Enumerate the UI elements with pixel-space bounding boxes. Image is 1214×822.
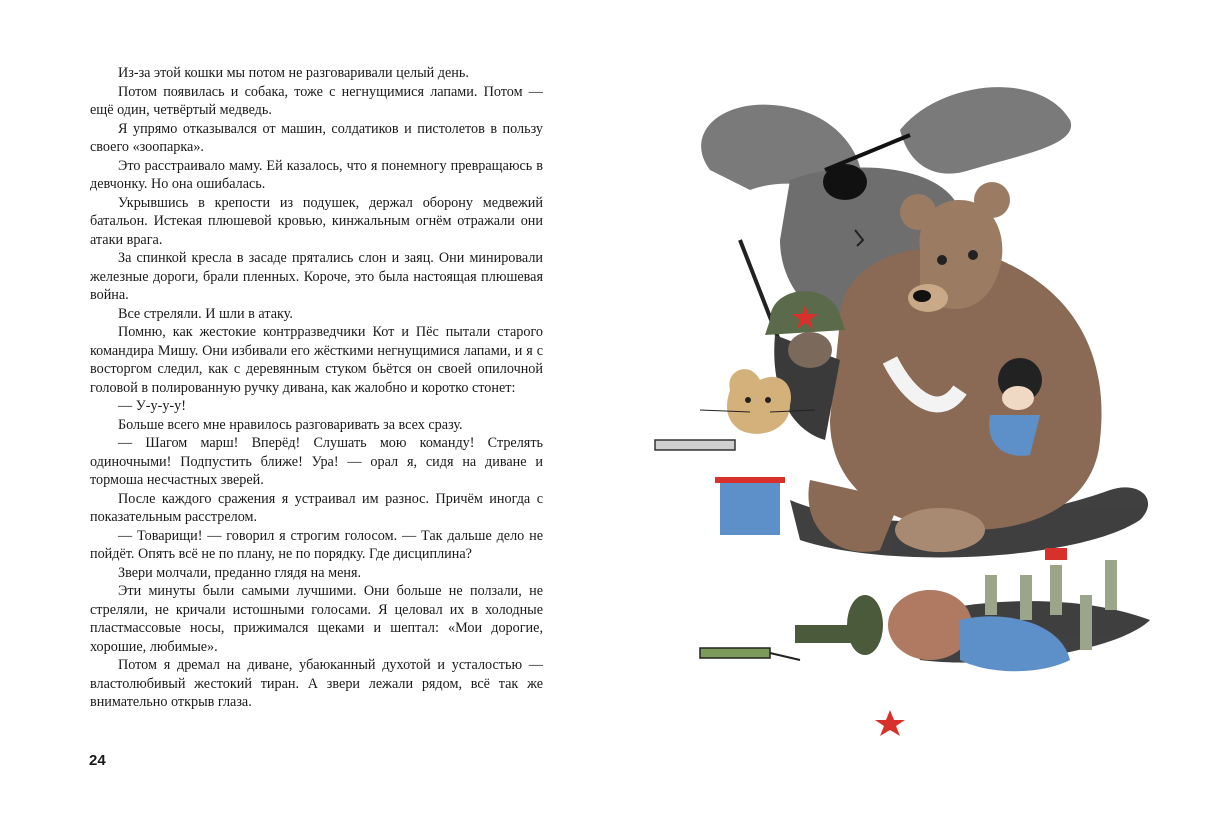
red-star-icon — [875, 710, 905, 736]
paragraph: Укрывшись в крепости из подушек, держал оборону медвежий батальон. Истекая плюшевой кровью, кинжальным огнём отражали они атаки врага. — [90, 194, 543, 248]
paragraph: Помню, как жестокие контрразведчики Кот и Пёс пытали старого командира Мишу. Они избивали его жёсткими негнущимися лапами, и я с восторгом следил, как с деревянным стуком бьётся он своей опилочной головой в полированную ручку дивана, как жалобно и коротко стонет: — [90, 324, 543, 396]
paragraph: За спинкой кресла в засаде прятались слон и заяц. Они минировали железные дороги, брали пленных. Короче, это была настоящая плюшевая война. — [90, 250, 543, 303]
toys-illustration — [640, 60, 1180, 760]
page-number: 24 — [89, 752, 106, 769]
paragraph: После каждого сражения я устраивал им разнос. Причём иногда с показательным расстрелом. — [90, 490, 543, 525]
paragraph: Это расстраивало маму. Ей казалось, что я понемногу превращаюсь в девчонку. Но она ошибалась. — [90, 157, 543, 192]
paragraph: Эти минуты были самыми лучшими. Они больше не ползали, не стреляли, не кричали истошными голосами. Я целовал их в холодные пластмассовые носы, прижимался щеками и шептал: «Мои дорогие, хорошие, любимые». — [90, 583, 543, 655]
paragraph: — Шагом марш! Вперёд! Слушать мою команду! Стрелять одиночными! Подпустить ближе! Ура! — орал я, сидя на диване и тормоша несчастных зверей. — [90, 435, 543, 488]
toy-gun — [655, 440, 735, 450]
paragraph: Звери молчали, преданно глядя на меня. — [118, 564, 362, 581]
paragraph: Потом я дремал на диване, убаюканный духотой и усталостью — властолюбивый жестокий тиран. А звери лежали рядом, всё так же внимательно открыв глаза. — [90, 657, 543, 710]
toy-cannon — [795, 625, 865, 643]
paragraph: — Товарищи! — говорил я строгим голосом. — Так дальше дело не пойдёт. Опять всё не по плану, не по порядку. Где дисциплина? — [90, 527, 543, 562]
paragraph: — У-у-у-у! — [118, 398, 186, 414]
paragraph: Из-за этой кошки мы потом не разговаривали целый день. — [118, 65, 469, 81]
page-text — [90, 64, 543, 712]
paragraph: Все стреляли. И шли в атаку. — [118, 305, 293, 322]
paragraph: Потом появилась и собака, тоже с негнущимися лапами. Потом — ещё один, четвёртый медведь. — [90, 83, 543, 118]
toy-syringe — [700, 648, 800, 660]
paragraph: Больше всего мне нравилось разговаривать за всех сразу. — [118, 416, 463, 433]
paragraph: Я упрямо отказывался от машин, солдатиков и пистолетов в пользу своего «зоопарка». — [90, 120, 543, 155]
